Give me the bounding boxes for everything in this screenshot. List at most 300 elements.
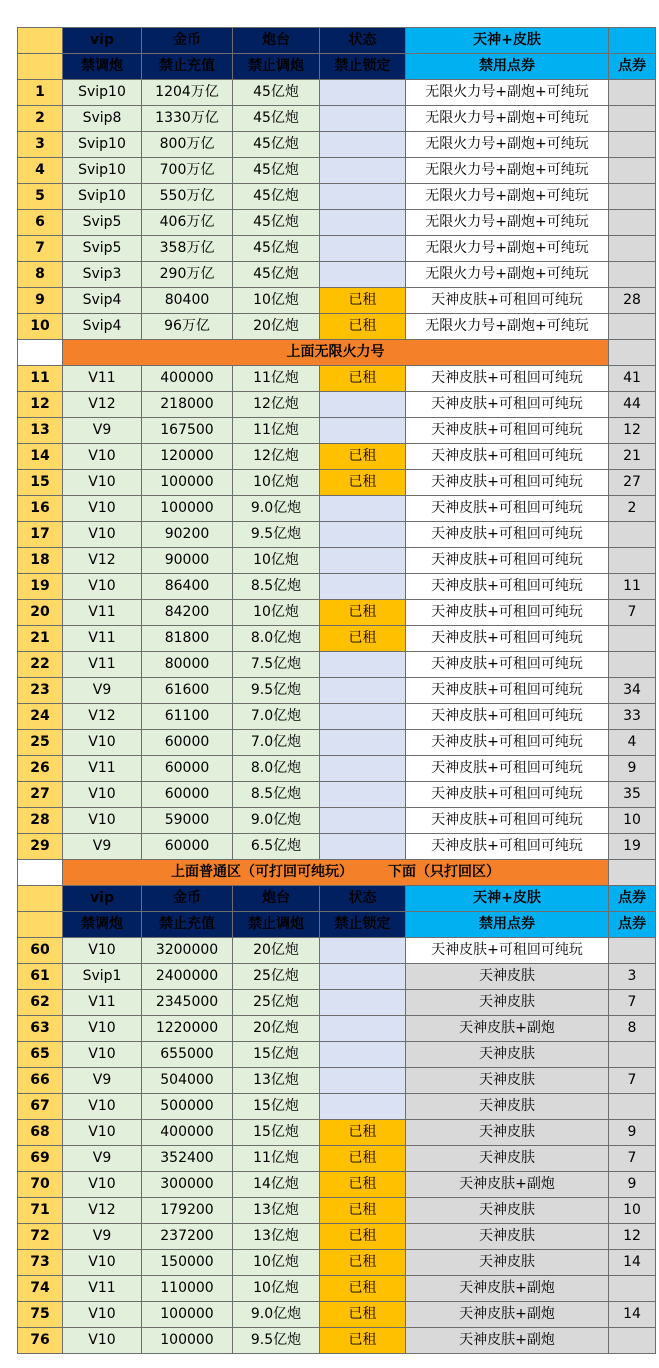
row-number: 9: [18, 288, 63, 314]
vip-level: Svip3: [63, 262, 142, 288]
coin-amount: 1330万亿: [142, 106, 233, 132]
table-row: [18, 756, 656, 782]
coin-amount: 60000: [142, 756, 233, 782]
skin-desc: 天神皮肤+可租回可纯玩: [406, 600, 609, 626]
status-cell: 已租: [320, 1198, 406, 1224]
gun-level: 14亿炮: [233, 1172, 320, 1198]
status-cell: [320, 210, 406, 236]
gun-level: 45亿炮: [233, 184, 320, 210]
status-cell: [320, 1068, 406, 1094]
row-number: 7: [18, 236, 63, 262]
coin-amount: 61600: [142, 678, 233, 704]
vip-level: V9: [63, 1068, 142, 1094]
gun-level: 20亿炮: [233, 1016, 320, 1042]
points-cell: [609, 262, 656, 288]
gun-level: 45亿炮: [233, 236, 320, 262]
row-number: 69: [18, 1146, 63, 1172]
row-number: 3: [18, 132, 63, 158]
points-cell: 19: [609, 834, 656, 860]
status-cell: [320, 652, 406, 678]
coin-amount: 100000: [142, 1328, 233, 1354]
status-cell: [320, 678, 406, 704]
row-number: 22: [18, 652, 63, 678]
table-row: [18, 80, 656, 106]
coin-amount: 100000: [142, 1302, 233, 1328]
skin-desc: 天神皮肤: [406, 1068, 609, 1094]
header-num: [18, 886, 63, 912]
coin-amount: 96万亿: [142, 314, 233, 340]
row-number: 60: [18, 938, 63, 964]
row-number: 25: [18, 730, 63, 756]
skin-desc: 天神皮肤+可租回可纯玩: [406, 288, 609, 314]
row-number: 62: [18, 990, 63, 1016]
coin-amount: 1220000: [142, 1016, 233, 1042]
gun-level: 20亿炮: [233, 314, 320, 340]
vip-level: Svip1: [63, 964, 142, 990]
table-row: [18, 1016, 656, 1042]
points-cell: 27: [609, 470, 656, 496]
header-num: [18, 28, 63, 54]
coin-amount: 500000: [142, 1094, 233, 1120]
status-cell: 已租: [320, 470, 406, 496]
header-no-points: 禁用点券: [406, 54, 609, 80]
gun-level: 20亿炮: [233, 938, 320, 964]
gun-level: 10亿炮: [233, 548, 320, 574]
header-status: 状态: [320, 886, 406, 912]
vip-level: V10: [63, 470, 142, 496]
status-cell: [320, 730, 406, 756]
gun-level: 10亿炮: [233, 600, 320, 626]
points-cell: [609, 80, 656, 106]
coin-amount: 167500: [142, 418, 233, 444]
header-coin: 金币: [142, 886, 233, 912]
status-cell: 已租: [320, 444, 406, 470]
coin-amount: 218000: [142, 392, 233, 418]
status-cell: [320, 938, 406, 964]
table-row: [18, 938, 656, 964]
vip-level: V12: [63, 548, 142, 574]
skin-desc: 天神皮肤: [406, 1094, 609, 1120]
coin-amount: 700万亿: [142, 158, 233, 184]
skin-desc: 天神皮肤+可租回可纯玩: [406, 444, 609, 470]
status-cell: 已租: [320, 1328, 406, 1354]
status-cell: [320, 158, 406, 184]
coin-amount: 504000: [142, 1068, 233, 1094]
skin-desc: 天神皮肤+可租回可纯玩: [406, 782, 609, 808]
skin-desc: 天神皮肤+可租回可纯玩: [406, 938, 609, 964]
points-cell: [609, 158, 656, 184]
coin-amount: 80000: [142, 652, 233, 678]
gun-level: 45亿炮: [233, 210, 320, 236]
vip-level: V10: [63, 1016, 142, 1042]
gun-level: 12亿炮: [233, 444, 320, 470]
skin-desc: 天神皮肤+可租回可纯玩: [406, 522, 609, 548]
gun-level: 10亿炮: [233, 288, 320, 314]
status-cell: [320, 834, 406, 860]
status-cell: 已租: [320, 1276, 406, 1302]
vip-level: V12: [63, 392, 142, 418]
skin-desc: 天神皮肤+可租回可纯玩: [406, 418, 609, 444]
points-cell: [609, 132, 656, 158]
table-row: [18, 184, 656, 210]
gun-level: 15亿炮: [233, 1094, 320, 1120]
table-row: [18, 444, 656, 470]
row-number: 13: [18, 418, 63, 444]
row-number: 61: [18, 964, 63, 990]
header-no-points: 禁用点券: [406, 912, 609, 938]
skin-desc: 天神皮肤+可租回可纯玩: [406, 392, 609, 418]
gun-level: 9.5亿炮: [233, 1328, 320, 1354]
header-no-adjust: 禁止调炮: [233, 54, 320, 80]
coin-amount: 90000: [142, 548, 233, 574]
table-row: [18, 964, 656, 990]
points-cell: 9: [609, 756, 656, 782]
table-row: [18, 1276, 656, 1302]
table-row: [18, 1224, 656, 1250]
skin-desc: 无限火力号+副炮+可纯玩: [406, 236, 609, 262]
skin-desc: 天神皮肤+副炮: [406, 1016, 609, 1042]
header-row-2: [18, 54, 656, 80]
status-cell: 已租: [320, 626, 406, 652]
skin-desc: 无限火力号+副炮+可纯玩: [406, 184, 609, 210]
points-cell: [609, 548, 656, 574]
vip-level: V11: [63, 1276, 142, 1302]
coin-amount: 60000: [142, 834, 233, 860]
row-number: 15: [18, 470, 63, 496]
coin-amount: 100000: [142, 470, 233, 496]
status-cell: [320, 548, 406, 574]
vip-level: Svip10: [63, 184, 142, 210]
header-no-adjust: 禁止调炮: [233, 912, 320, 938]
coin-amount: 120000: [142, 444, 233, 470]
gun-level: 10亿炮: [233, 1276, 320, 1302]
vip-level: V10: [63, 1042, 142, 1068]
separator-row-normal: [18, 860, 656, 886]
vip-level: V10: [63, 1302, 142, 1328]
header-coin: 金币: [142, 28, 233, 54]
table-row: [18, 418, 656, 444]
gun-level: 45亿炮: [233, 80, 320, 106]
row-number: 27: [18, 782, 63, 808]
vip-level: Svip5: [63, 236, 142, 262]
status-cell: 已租: [320, 1172, 406, 1198]
points-cell: [609, 1276, 656, 1302]
gun-level: 12亿炮: [233, 392, 320, 418]
coin-amount: 61100: [142, 704, 233, 730]
gun-level: 45亿炮: [233, 106, 320, 132]
points-cell: 4: [609, 730, 656, 756]
vip-level: Svip5: [63, 210, 142, 236]
row-number: 66: [18, 1068, 63, 1094]
gun-level: 8.5亿炮: [233, 574, 320, 600]
separator-blank: [18, 860, 63, 886]
header-row-3: [18, 886, 656, 912]
coin-amount: 358万亿: [142, 236, 233, 262]
status-cell: [320, 574, 406, 600]
vip-level: V10: [63, 522, 142, 548]
header-status: 状态: [320, 28, 406, 54]
coin-amount: 2345000: [142, 990, 233, 1016]
gun-level: 9.0亿炮: [233, 1302, 320, 1328]
table-row: [18, 600, 656, 626]
skin-desc: 天神皮肤: [406, 990, 609, 1016]
header-no-recharge: 禁止充值: [142, 54, 233, 80]
coin-amount: 86400: [142, 574, 233, 600]
row-number: 23: [18, 678, 63, 704]
header-no-recharge: 禁止充值: [142, 912, 233, 938]
table-row: [18, 1094, 656, 1120]
vip-level: V9: [63, 1146, 142, 1172]
vip-level: V9: [63, 834, 142, 860]
table-row: [18, 678, 656, 704]
skin-desc: 天神皮肤: [406, 1250, 609, 1276]
header-no-lock: 禁止锁定: [320, 912, 406, 938]
points-cell: [609, 236, 656, 262]
separator-blank: [18, 340, 63, 366]
status-cell: 已租: [320, 1224, 406, 1250]
coin-amount: 2400000: [142, 964, 233, 990]
table-row: [18, 106, 656, 132]
status-cell: [320, 132, 406, 158]
table-row: [18, 548, 656, 574]
row-number: 63: [18, 1016, 63, 1042]
status-cell: [320, 808, 406, 834]
status-cell: [320, 1042, 406, 1068]
status-cell: 已租: [320, 288, 406, 314]
table-row: [18, 834, 656, 860]
table-row: [18, 236, 656, 262]
status-cell: [320, 756, 406, 782]
separator-blank: [609, 860, 656, 886]
row-number: 17: [18, 522, 63, 548]
table-row: [18, 990, 656, 1016]
table-row: [18, 470, 656, 496]
header-num: [18, 912, 63, 938]
skin-desc: 无限火力号+副炮+可纯玩: [406, 106, 609, 132]
skin-desc: 天神皮肤+副炮: [406, 1328, 609, 1354]
header-points: 点券: [609, 54, 656, 80]
skin-desc: 无限火力号+副炮+可纯玩: [406, 314, 609, 340]
status-cell: [320, 1016, 406, 1042]
table-row: [18, 366, 656, 392]
points-cell: [609, 1328, 656, 1354]
header-points: 点券: [609, 912, 656, 938]
row-number: 75: [18, 1302, 63, 1328]
status-cell: 已租: [320, 600, 406, 626]
coin-amount: 3200000: [142, 938, 233, 964]
points-cell: 10: [609, 808, 656, 834]
account-table: [17, 27, 656, 1354]
vip-level: V11: [63, 652, 142, 678]
row-number: 5: [18, 184, 63, 210]
gun-level: 11亿炮: [233, 418, 320, 444]
row-number: 72: [18, 1224, 63, 1250]
header-gun: 炮台: [233, 28, 320, 54]
points-cell: 7: [609, 1068, 656, 1094]
points-cell: 35: [609, 782, 656, 808]
row-number: 10: [18, 314, 63, 340]
points-cell: 14: [609, 1250, 656, 1276]
points-cell: 9: [609, 1172, 656, 1198]
header-no-gun-adjust: 禁调炮: [63, 912, 142, 938]
coin-amount: 550万亿: [142, 184, 233, 210]
points-cell: 34: [609, 678, 656, 704]
skin-desc: 天神皮肤+可租回可纯玩: [406, 366, 609, 392]
points-cell: 10: [609, 1198, 656, 1224]
header-skin: 天神+皮肤: [406, 28, 609, 54]
table-row: [18, 1172, 656, 1198]
skin-desc: 天神皮肤+可租回可纯玩: [406, 626, 609, 652]
points-cell: [609, 522, 656, 548]
coin-amount: 110000: [142, 1276, 233, 1302]
status-cell: 已租: [320, 1120, 406, 1146]
status-cell: [320, 392, 406, 418]
header-gun: 炮台: [233, 886, 320, 912]
status-cell: [320, 704, 406, 730]
row-number: 26: [18, 756, 63, 782]
row-number: 20: [18, 600, 63, 626]
table-row: [18, 730, 656, 756]
header-skin: 天神+皮肤: [406, 886, 609, 912]
status-cell: 已租: [320, 1146, 406, 1172]
vip-level: V10: [63, 1328, 142, 1354]
row-number: 67: [18, 1094, 63, 1120]
vip-level: V10: [63, 1094, 142, 1120]
table-row: [18, 132, 656, 158]
points-cell: 44: [609, 392, 656, 418]
row-number: 70: [18, 1172, 63, 1198]
coin-amount: 60000: [142, 782, 233, 808]
gun-level: 25亿炮: [233, 990, 320, 1016]
status-cell: 已租: [320, 314, 406, 340]
gun-level: 13亿炮: [233, 1198, 320, 1224]
vip-level: V10: [63, 938, 142, 964]
table-row: [18, 158, 656, 184]
skin-desc: 天神皮肤+可租回可纯玩: [406, 808, 609, 834]
table-row: [18, 288, 656, 314]
vip-level: Svip10: [63, 132, 142, 158]
status-cell: 已租: [320, 366, 406, 392]
row-number: 8: [18, 262, 63, 288]
points-cell: 12: [609, 1224, 656, 1250]
coin-amount: 352400: [142, 1146, 233, 1172]
table-row: [18, 1120, 656, 1146]
skin-desc: 天神皮肤: [406, 1042, 609, 1068]
coin-amount: 300000: [142, 1172, 233, 1198]
vip-level: V10: [63, 808, 142, 834]
table-row: [18, 704, 656, 730]
row-number: 76: [18, 1328, 63, 1354]
table-row: [18, 574, 656, 600]
table-row: [18, 522, 656, 548]
status-cell: [320, 1094, 406, 1120]
gun-level: 11亿炮: [233, 366, 320, 392]
table-row: [18, 1146, 656, 1172]
row-number: 29: [18, 834, 63, 860]
points-cell: 3: [609, 964, 656, 990]
table-row: [18, 626, 656, 652]
vip-level: V11: [63, 626, 142, 652]
table-row: [18, 782, 656, 808]
status-cell: [320, 80, 406, 106]
coin-amount: 290万亿: [142, 262, 233, 288]
skin-desc: 天神皮肤+可租回可纯玩: [406, 574, 609, 600]
points-cell: 28: [609, 288, 656, 314]
row-number: 19: [18, 574, 63, 600]
gun-level: 11亿炮: [233, 1146, 320, 1172]
table-row: [18, 392, 656, 418]
skin-desc: 天神皮肤: [406, 964, 609, 990]
header-vip: vip: [63, 28, 142, 54]
separator-label: 上面普通区（可打回可纯玩） 下面（只打回区）: [63, 860, 609, 886]
separator-blank: [609, 340, 656, 366]
coin-amount: 406万亿: [142, 210, 233, 236]
coin-amount: 100000: [142, 496, 233, 522]
coin-amount: 81800: [142, 626, 233, 652]
status-cell: [320, 262, 406, 288]
row-number: 74: [18, 1276, 63, 1302]
status-cell: [320, 236, 406, 262]
vip-level: Svip4: [63, 314, 142, 340]
skin-desc: 无限火力号+副炮+可纯玩: [406, 210, 609, 236]
skin-desc: 天神皮肤+副炮: [406, 1302, 609, 1328]
skin-desc: 天神皮肤+可租回可纯玩: [406, 756, 609, 782]
status-cell: [320, 496, 406, 522]
header-row-4: [18, 912, 656, 938]
points-cell: 41: [609, 366, 656, 392]
vip-level: V9: [63, 678, 142, 704]
row-number: 68: [18, 1120, 63, 1146]
skin-desc: 天神皮肤: [406, 1146, 609, 1172]
table-row: [18, 1068, 656, 1094]
vip-level: V10: [63, 782, 142, 808]
points-cell: 14: [609, 1302, 656, 1328]
status-cell: [320, 184, 406, 210]
points-cell: [609, 184, 656, 210]
row-number: 21: [18, 626, 63, 652]
skin-desc: 天神皮肤: [406, 1224, 609, 1250]
separator-label: 上面无限火力号: [63, 340, 609, 366]
coin-amount: 1204万亿: [142, 80, 233, 106]
coin-amount: 400000: [142, 1120, 233, 1146]
skin-desc: 天神皮肤+可租回可纯玩: [406, 652, 609, 678]
points-cell: 7: [609, 990, 656, 1016]
gun-level: 10亿炮: [233, 1250, 320, 1276]
vip-level: V10: [63, 444, 142, 470]
points-cell: [609, 626, 656, 652]
header-num: [18, 54, 63, 80]
header-no-lock: 禁止锁定: [320, 54, 406, 80]
status-cell: [320, 990, 406, 1016]
status-cell: 已租: [320, 1250, 406, 1276]
header-no-gun-adjust: 禁调炮: [63, 54, 142, 80]
coin-amount: 90200: [142, 522, 233, 548]
coin-amount: 60000: [142, 730, 233, 756]
gun-level: 13亿炮: [233, 1224, 320, 1250]
points-cell: 33: [609, 704, 656, 730]
header-vip: vip: [63, 886, 142, 912]
vip-level: V10: [63, 1120, 142, 1146]
vip-level: V12: [63, 1198, 142, 1224]
skin-desc: 天神皮肤+可租回可纯玩: [406, 730, 609, 756]
header-row-1: [18, 28, 656, 54]
row-number: 2: [18, 106, 63, 132]
row-number: 71: [18, 1198, 63, 1224]
gun-level: 8.5亿炮: [233, 782, 320, 808]
header-points: [609, 28, 656, 54]
table-row: [18, 262, 656, 288]
status-cell: [320, 964, 406, 990]
